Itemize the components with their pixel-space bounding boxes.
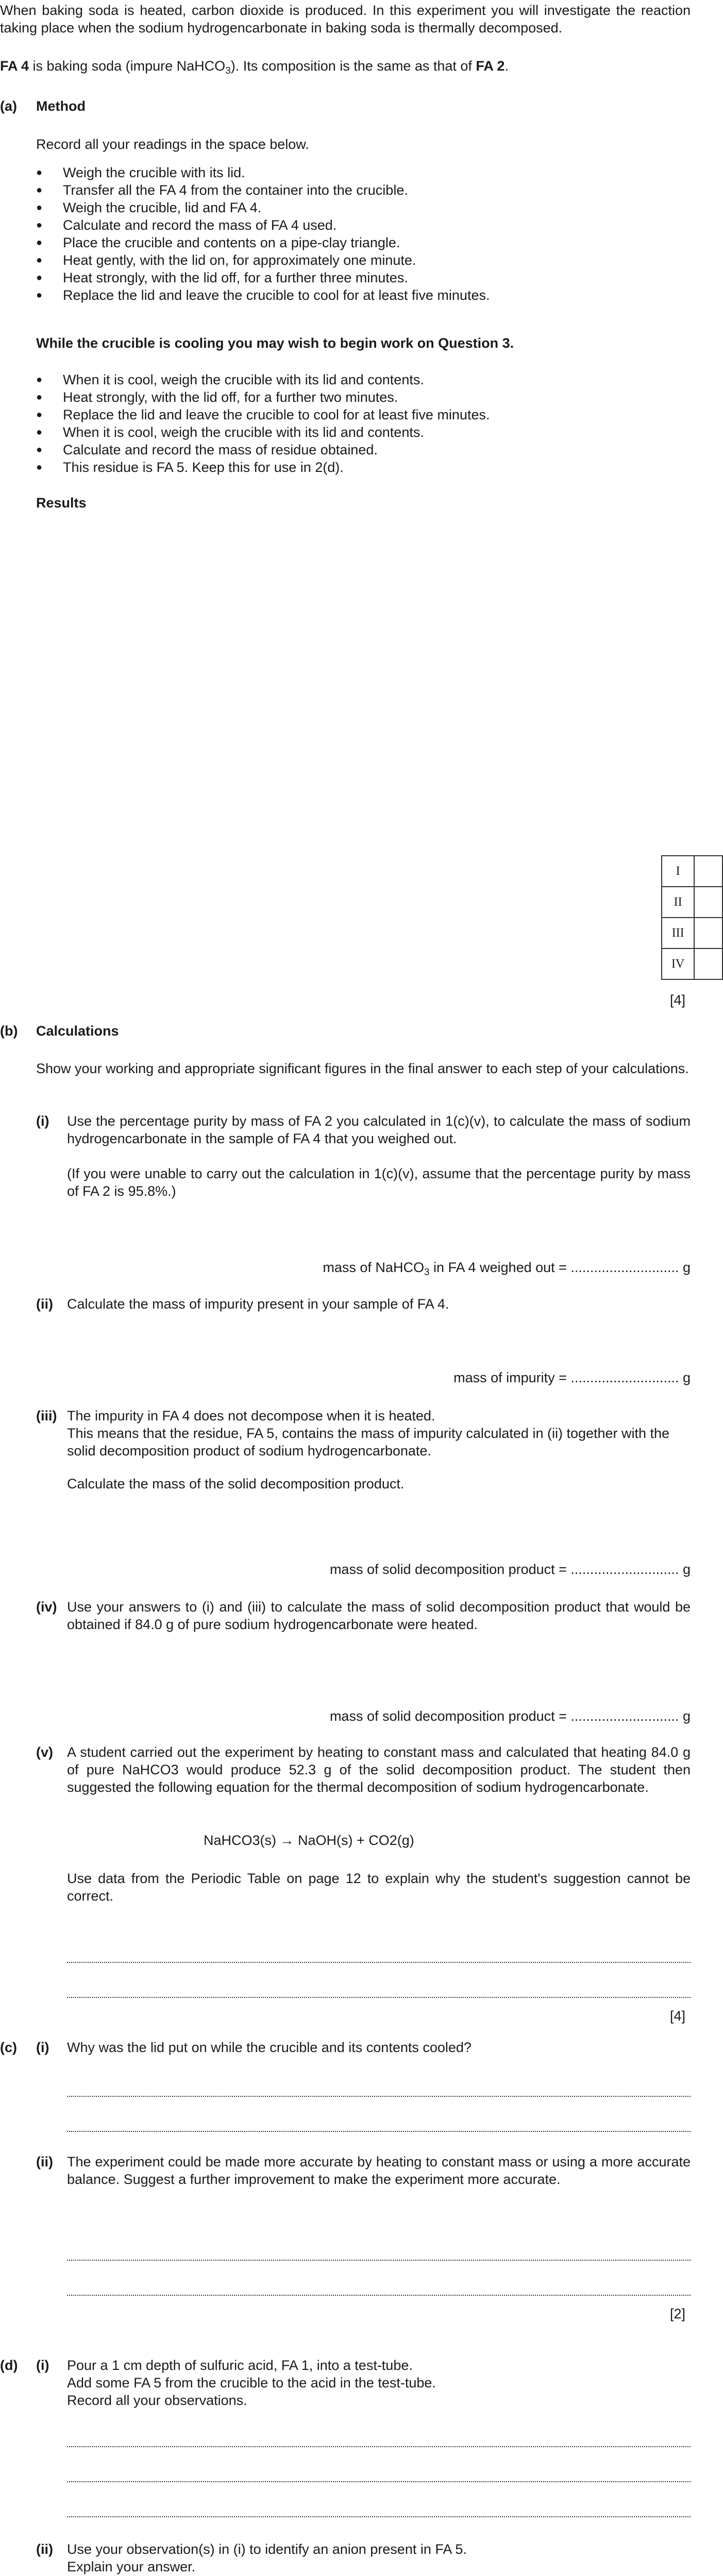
list-item: ● Transfer all the FA 4 from the container into the crucible. <box>36 181 685 199</box>
d-i-line1: Pour a 1 cm depth of sulfuric acid, FA 1, into a test-tube. <box>67 2358 413 2373</box>
b-iii-line3: Calculate the mass of the solid decomposition product. <box>67 1476 405 1492</box>
list-item: ● Replace the lid and leave the crucible to cool for at least five minutes. <box>36 406 685 423</box>
examiner-box-label: I <box>662 856 694 887</box>
part-a-label: (a) <box>0 98 17 114</box>
b-iii-line1: The impurity in FA 4 does not decompose when it is heated. <box>67 1408 435 1423</box>
b-ii-text: Calculate the mass of impurity present in your sample of FA 4. <box>67 1296 449 1312</box>
d-ii-label: (ii) <box>36 2541 53 2557</box>
cooling-note: While the crucible is cooling you may wish to begin work on Question 3. <box>36 335 514 351</box>
method-steps-list-2 <box>36 371 685 476</box>
d-ii-line1: Use your observation(s) in (i) to identify an anion present in FA 5. <box>67 2541 467 2557</box>
list-item: ● When it is cool, weigh the crucible with its lid and contents. <box>36 423 685 441</box>
part-c-label: (c) <box>0 2040 17 2055</box>
answer-line[interactable] <box>67 2131 691 2132</box>
list-item: ● Weigh the crucible, lid and FA 4. <box>36 199 685 216</box>
b-ii-label: (ii) <box>36 1296 53 1312</box>
results-heading: Results <box>36 495 87 511</box>
table-row <box>662 918 722 948</box>
examiner-box <box>694 887 722 918</box>
c-ii-label: (ii) <box>36 2154 53 2170</box>
b-i-note: (If you were unable to carry out the calculation in 1(c)(v), assume that the percentage purity by mass of FA 2 is 95.8%.) <box>67 1166 691 1199</box>
answer-line[interactable] <box>67 1962 691 1963</box>
method-steps-list-1 <box>36 164 685 304</box>
part-a-marks: [4] <box>670 992 686 1008</box>
b-i-text: Use the percentage purity by mass of FA 2 you calculated in 1(c)(v), to calculate the mass of sodium hydrogencarbonate in the sample of FA 4 that you weighed out. <box>67 1113 691 1146</box>
list-item: ● Place the crucible and contents on a pipe-clay triangle. <box>36 234 685 251</box>
examiner-box <box>694 856 722 887</box>
answer-line[interactable] <box>67 2516 691 2517</box>
list-item: ● Heat strongly, with the lid off, for a further two minutes. <box>36 388 685 406</box>
list-item: ● Calculate and record the mass of residue obtained. <box>36 441 685 459</box>
list-item: ● Weigh the crucible with its lid. <box>36 164 685 181</box>
part-d-label: (d) <box>0 2358 18 2373</box>
d-i-label: (i) <box>36 2358 49 2373</box>
fa4-label: FA 4 <box>0 58 29 74</box>
b-v-text: A student carried out the experiment by heating to constant mass and calculated that heating 84.0 g of pure NaHCO3 would produce 52.3 g of the solid decomposition product. The student then suggested the following equation for the thermal decomposition of sodium hydrogencarbonate. <box>67 1744 691 1795</box>
list-item: ● This residue is FA 5. Keep this for use in 2(d). <box>36 459 685 476</box>
d-ii-line2: Explain your answer. <box>67 2559 196 2574</box>
part-b-label: (b) <box>0 1023 18 1039</box>
examiner-box-label: IV <box>662 948 694 979</box>
c-i-text: Why was the lid put on while the crucible and its contents cooled? <box>67 2040 472 2055</box>
b-iv-answer-line[interactable]: mass of solid decomposition product = ............................ g <box>329 1708 691 1724</box>
table-row <box>662 856 722 887</box>
b-iii-line2: This means that the residue, FA 5, contains the mass of impurity calculated in (ii) together with the solid decomposition product of sodium hydrogencarbonate. <box>67 1426 670 1459</box>
list-item: ● When it is cool, weigh the crucible with its lid and contents. <box>36 371 685 388</box>
table-row <box>662 948 722 979</box>
method-heading: Method <box>36 98 86 114</box>
b-v-question: Use data from the Periodic Table on page 12 to explain why the student's suggestion cannot be correct. <box>67 1871 691 1904</box>
list-item: ● Heat strongly, with the lid off, for a further three minutes. <box>36 269 685 286</box>
answer-line[interactable] <box>67 2096 691 2097</box>
table-row <box>662 887 722 918</box>
list-item: ● Heat gently, with the lid on, for approximately one minute. <box>36 251 685 269</box>
examiner-box <box>694 918 722 948</box>
d-i-line3: Record all your observations. <box>67 2393 247 2408</box>
calculations-instruction: Show your working and appropriate significant figures in the final answer to each step of your calculations. <box>36 1061 689 1076</box>
fa4-description: FA 4 is baking soda (impure NaHCO$_3$). Its composition is the same as that of FA 2. <box>0 58 509 76</box>
list-item: ● Calculate and record the mass of FA 4 used. <box>36 216 685 234</box>
b-iii-answer-line[interactable]: mass of solid decomposition product = ............................ g <box>329 1562 691 1577</box>
b-i-answer-line: mass of NaHCO$_3$ in FA 4 weighed out = ............................ g <box>323 1260 691 1278</box>
answer-line[interactable] <box>67 1997 691 1998</box>
list-item: ● Replace the lid and leave the crucible to cool for at least five minutes. <box>36 286 685 304</box>
c-ii-text: The experiment could be made more accurate by heating to constant mass or using a more accurate balance. Suggest a further improvement to make the experiment more accurate. <box>67 2154 691 2187</box>
part-c-marks: [2] <box>670 2306 686 2321</box>
b-iii-label: (iii) <box>36 1408 57 1423</box>
d-i-line2: Add some FA 5 from the crucible to the acid in the test-tube. <box>67 2375 436 2391</box>
part-b-marks: [4] <box>670 2008 686 2024</box>
answer-line[interactable] <box>67 2295 691 2296</box>
answer-field[interactable]: ............................ <box>570 1260 679 1275</box>
b-ii-answer-line[interactable]: mass of impurity = ............................ g <box>453 1370 691 1385</box>
b-v-label: (v) <box>36 1744 53 1760</box>
student-equation: NaHCO3(s) → NaOH(s) + CO2(g) <box>204 1833 414 1848</box>
answer-line[interactable] <box>67 2260 691 2261</box>
calculations-heading: Calculations <box>36 1023 119 1039</box>
b-iv-text: Use your answers to (i) and (iii) to calculate the mass of solid decomposition product that would be obtained if 84.0 g of pure sodium hydrogencarbonate were heated. <box>67 1599 691 1632</box>
b-iv-label: (iv) <box>36 1599 57 1615</box>
examiner-box-label: III <box>662 918 694 948</box>
method-instruction: Record all your readings in the space below. <box>36 137 309 152</box>
b-i-label: (i) <box>36 1113 49 1129</box>
c-i-label: (i) <box>36 2040 49 2055</box>
intro-paragraph: When baking soda is heated, carbon dioxide is produced. In this experiment you will investigate the reaction taking place when the sodium hydrogencarbonate in baking soda is thermally decomposed. <box>0 3 691 36</box>
examiner-marks-table <box>661 855 723 980</box>
answer-line[interactable] <box>67 2481 691 2482</box>
examiner-box <box>694 948 722 979</box>
answer-line[interactable] <box>67 2446 691 2447</box>
examiner-box-label: II <box>662 887 694 918</box>
